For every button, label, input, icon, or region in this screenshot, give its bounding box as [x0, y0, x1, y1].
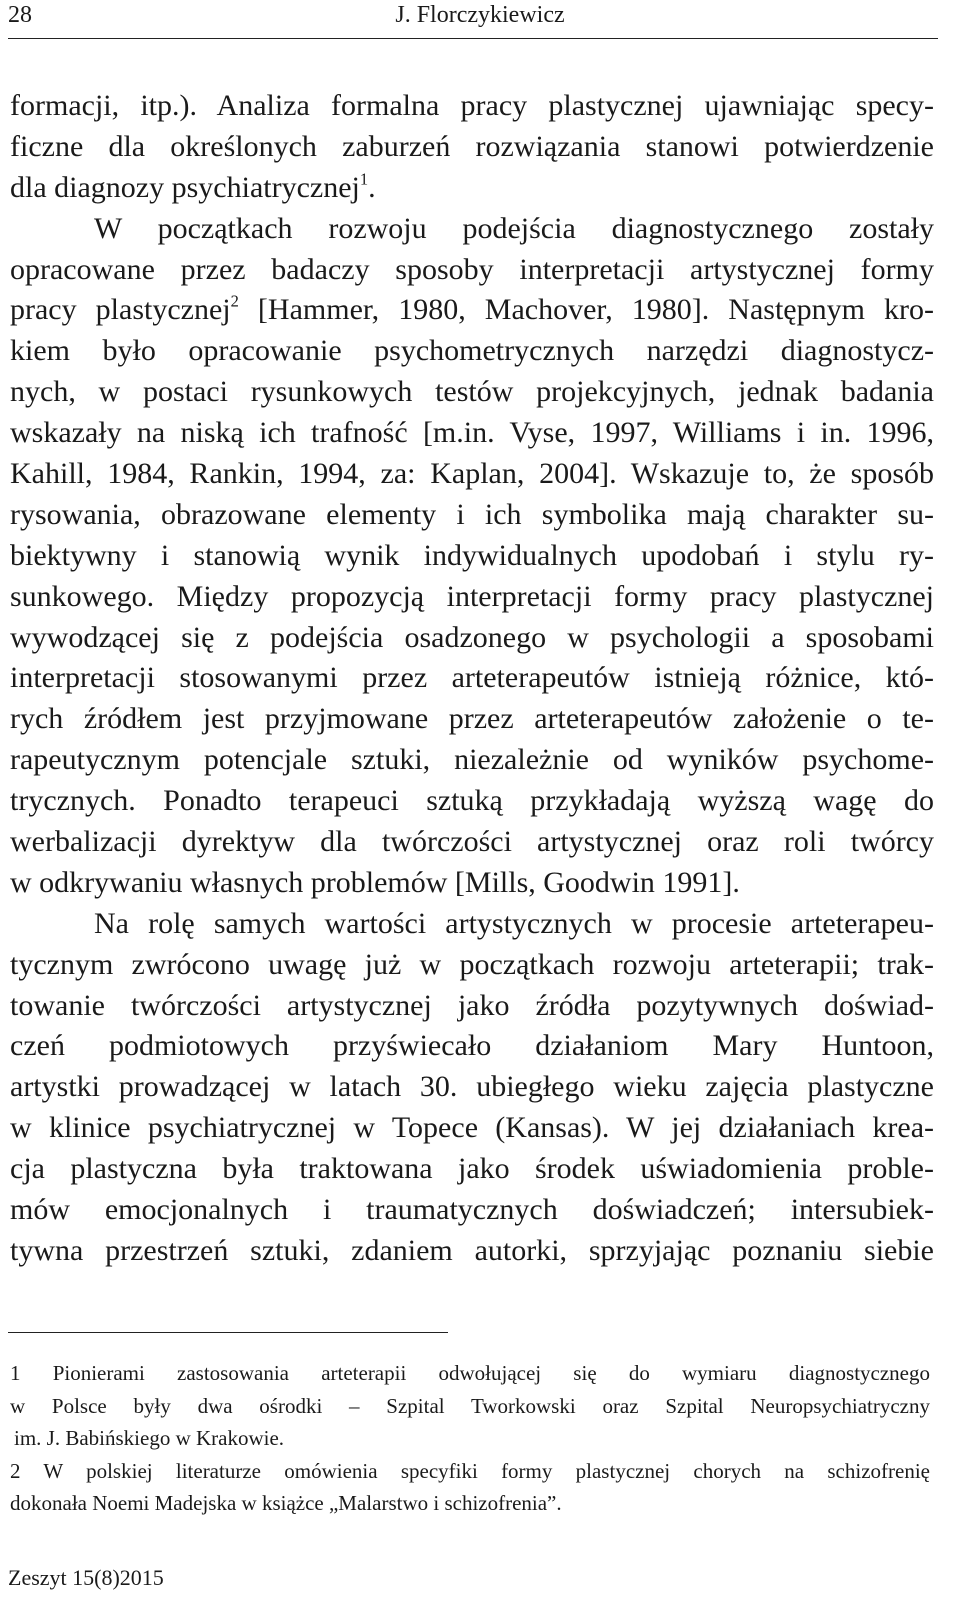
- running-head-author: J. Florczykiewicz: [395, 2, 565, 28]
- text-line: nych, w postaci rysunkowych testów projekcyjnych, jednak badania: [10, 375, 934, 409]
- text-line: [10, 290, 934, 331]
- text-line: rysowania, obrazowane elementy i ich symbolika mają charakter su-: [10, 497, 934, 531]
- text-line: artystki prowadzącej w latach 30. ubiegłego wieku zajęcia plastyczne: [10, 1070, 934, 1104]
- issue-label: Zeszyt 15(8)2015: [8, 1565, 164, 1590]
- text-line: kiem było opracowanie psychometrycznych narzędzi diagnostycz-: [10, 334, 934, 368]
- footnote-1-line: im. J. Babińskiego w Krakowie.: [14, 1426, 285, 1450]
- text-line: cja plastyczna była traktowana jako środek uświadomienia proble-: [10, 1152, 934, 1186]
- page-header: [0, 0, 960, 40]
- text-line: w odkrywaniu własnych problemów [Mills, Goodwin 1991].: [10, 865, 740, 899]
- text-line: opracowane przez badaczy sposoby interpretacji artystycznej formy: [10, 252, 934, 286]
- text-line: W początkach rozwoju podejścia diagnostycznego zostały: [94, 211, 934, 245]
- text-line: rych źródłem jest przyjmowane przez arteterapeutów założenie o te-: [10, 702, 934, 736]
- text-line: trycznych. Ponadto terapeuci sztuką przykładają wyższą wagę do: [10, 784, 934, 818]
- text-line: werbalizacji dyrektyw dla twórczości artystycznej oraz roli twórcy: [10, 825, 934, 859]
- body-text: [10, 86, 934, 1272]
- text-line: ficzne dla określonych zaburzeń rozwiązania stanowi potwierdzenie: [10, 129, 934, 163]
- text-line: [10, 168, 934, 209]
- text-line: towanie twórczości artystycznej jako źródła pozytywnych doświad-: [10, 988, 934, 1022]
- text-line: tywna przestrzeń sztuki, zdaniem autorki, sprzyjając poznaniu siebie: [10, 1233, 934, 1267]
- text-line: biektywny i stanowią wynik indywidualnych upodobań i stylu ry-: [10, 538, 934, 572]
- text-line: rapeutycznym potencjale sztuki, niezależnie od wyników psychome-: [10, 743, 934, 777]
- text-fragment: [Hammer, 1980, Machover, 1980]. Następnym kro-: [238, 293, 934, 327]
- text-line: formacji, itp.). Analiza formalna pracy plastycznej ujawniając specy-: [10, 89, 934, 122]
- text-line: wywodzącej się z podejścia osadzonego w psychologii a sposobami: [10, 620, 934, 654]
- header-rule: [8, 38, 938, 39]
- footnote-2-line: 2 W polskiej literaturze omówienia specyfiki formy plastycznej chorych na schizofrenię: [10, 1458, 930, 1483]
- text-line: czeń podmiotowych przyświecało działaniom Mary Huntoon,: [10, 1029, 934, 1063]
- text-line: w klinice psychiatrycznej w Topece (Kansas). W jej działaniach krea-: [10, 1111, 934, 1145]
- text-fragment: .: [368, 170, 376, 204]
- text-line: wskazały na niską ich trafność [m.in. Vyse, 1997, Williams i in. 1996,: [10, 416, 934, 450]
- text-line: mów emocjonalnych i traumatycznych doświadczeń; intersubiek-: [10, 1193, 934, 1227]
- text-line: Kahill, 1984, Rankin, 1994, za: Kaplan, 2004]. Wskazuje to, że sposób: [10, 457, 934, 491]
- footnote-ref-1: 1: [359, 169, 369, 189]
- footnote-1-line: 1 Pionierami zastosowania arteterapii odwołującej się do wymiaru diagnostycznego: [10, 1361, 930, 1385]
- text-line: sunkowego. Między propozycją interpretacji formy pracy plastycznej: [10, 579, 934, 613]
- footnote-2-line: dokonała Noemi Madejska w książce „Malarstwo i schizofrenia”.: [10, 1491, 562, 1515]
- page-number: 28: [8, 2, 32, 28]
- text-fragment: dla diagnozy psychiatrycznej: [10, 170, 360, 204]
- text-line: interpretacji stosowanymi przez arteterapeutów istnieją różnice, któ-: [10, 661, 934, 695]
- text-line: tycznym zwrócono uwagę już w początkach rozwoju arteterapii; trak-: [10, 947, 934, 981]
- text-line: Na rolę samych wartości artystycznych w procesie arteterapeu-: [94, 906, 934, 940]
- footnote-separator: [8, 1332, 448, 1333]
- footnote-1-line: w Polsce były dwa ośrodki – Szpital Tworkowski oraz Szpital Neuropsychiatryczny: [10, 1393, 930, 1418]
- text-fragment: pracy plastycznej: [10, 293, 231, 327]
- footnotes: [10, 1357, 930, 1520]
- footnote-ref-2: 2: [230, 292, 239, 312]
